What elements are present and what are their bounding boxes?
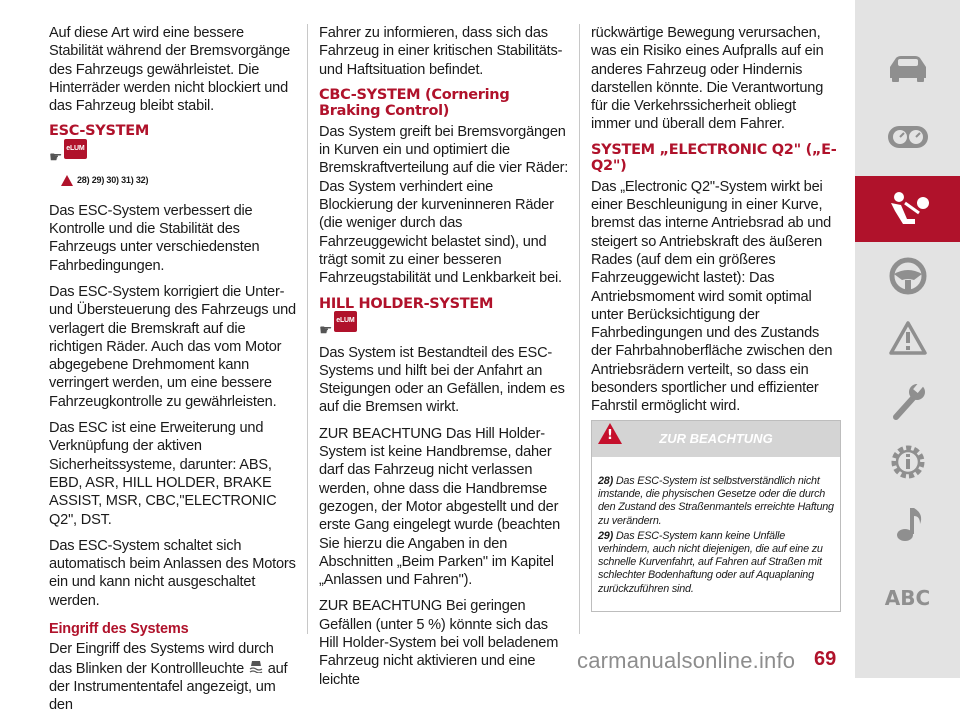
warning-box-title: ZUR BEACHTUNG: [659, 431, 773, 446]
page-number: 69: [814, 648, 837, 670]
column-divider: [579, 24, 580, 634]
paragraph-text: auf der Instrumententafel angezeigt, um den: [49, 660, 288, 714]
paragraph: rückwärtige Bewegung verursachen, was ein Risiko eines Aufpralls auf ein anderes Fahrzeug oder Hindernis darstellen könnte. Die Verantwortung für die Verkehrssicherheit obliegt immer und überall dem Fahrer.: [591, 25, 824, 133]
gear-info-icon: [888, 442, 928, 482]
elum-reference: [319, 316, 569, 338]
sidebar-item-index[interactable]: [855, 568, 960, 628]
paragraph: [49, 640, 297, 714]
paragraph: ZUR BEACHTUNG Das Hill Holder-System ist keine Handbremse, daher darf das Fahrzeug nicht verlassen werden, ohne dass die Handbremse gezogen, der Motor abgestellt und der erste Gang eingelegt wurde (beachten Sie hierzu die Angaben in den Abschnitten „Beim Parken" im Kapitel „Anlassen und Fahren").: [319, 425, 561, 589]
warning-item: [598, 530, 834, 596]
warning-box-header: [592, 421, 840, 457]
section-heading-electronic-q2: SYSTEM „ELECTRONIC Q2" („E-Q2"): [591, 141, 837, 174]
sidebar-item-emergency[interactable]: [855, 308, 960, 368]
sidebar-item-multimedia[interactable]: [855, 494, 960, 554]
warning-triangle-icon: [61, 175, 73, 186]
warning-box-body: [592, 457, 840, 596]
section-heading-cbc: CBC-SYSTEM (Cornering Braking Control): [319, 86, 510, 119]
paragraph: Das System ist Bestandteil des ESC-Systems und hilft bei der Anfahrt an Steigungen oder an Gefällen, indem es auf die Bremsen wirkt.: [319, 344, 565, 416]
pointing-hand-icon: ☛: [319, 321, 333, 339]
warning-text: Das ESC-System kann keine Unfälle verhindern, auch nicht diejenigen, die auf eine zu schnelle Kurvenfahrt, auf Fahren auf Straßen mit schlechter Bodenhaftung oder auf Aquaplaning zurückzuführen sind.: [598, 529, 823, 595]
column-1: [49, 24, 297, 723]
sidebar-item-safety[interactable]: [855, 176, 960, 242]
paragraph-text: Der Eingriff des Systems wird durch das Blinken der Kontrollleuchte: [49, 641, 274, 677]
esc-warning-light-icon: [248, 659, 264, 678]
pointing-hand-icon: ☛: [49, 149, 63, 167]
sidebar-item-maintenance[interactable]: [855, 371, 960, 431]
warning-number: 28): [598, 475, 614, 487]
steering-wheel-icon: [888, 256, 928, 296]
car-icon: [886, 53, 930, 83]
section-heading-esc: ESC-SYSTEM: [49, 123, 149, 140]
paragraph: Das ESC-System korrigiert die Unter- und Übersteuerung des Fahrzeugs und verlagert die Bremskraft auf die richtigen Räder. Auch das vom Motor abgegebene Drehmoment kann verringert werden, um eine bessere Fahrzeugkontrolle zu gewährleisten.: [49, 283, 296, 410]
column-2: [319, 24, 569, 697]
paragraph: Das System greift bei Bremsvorgängen in Kurven ein und optimiert die Bremskraftverteilung auf die vier Räder: Das System verhindert eine Blockierung der kurveninneren Räder (die weniger durch das Fahrzeuggewicht belastet sind), und trägt somit zu einer besseren Fahrzeugstabilität und Lenkbarkeit bei.: [319, 123, 569, 287]
wrench-icon: [888, 381, 928, 421]
warning-refs-text: 28) 29) 30) 31) 32): [77, 175, 149, 186]
music-note-icon: [890, 504, 926, 544]
warning-number: 29): [598, 529, 614, 542]
paragraph: ZUR BEACHTUNG Bei geringen Gefällen (unter 5 %) könnte sich das Hill Holder-System bei voll beladenem Fahrzeug nicht aktivieren und eine leichte: [319, 598, 559, 688]
sidebar-item-instruments[interactable]: [855, 107, 960, 167]
sidebar-item-technical-data[interactable]: [855, 432, 960, 492]
warning-references: [61, 171, 297, 189]
paragraph: Das ESC-System schaltet sich automatisch beim Anlassen des Motors ein und kann nicht ausgeschaltet werden.: [49, 537, 296, 609]
paragraph: Das ESC ist eine Erweiterung und Verknüpfung der aktiven Sicherheitssysteme, darunter: ABS, EBD, ASR, HILL HOLDER, BRAKE ASSIST, MSR, CBC,"ELECTRONIC Q2", DST.: [49, 420, 277, 528]
column-divider: [307, 24, 308, 634]
airbag-safety-icon: [885, 189, 931, 229]
chapter-sidebar: [855, 0, 960, 678]
sidebar-item-starting-driving[interactable]: [855, 246, 960, 306]
subheading-eingriff: Eingriff des Systems: [49, 621, 189, 638]
elum-badge: eLUM: [64, 139, 86, 159]
warning-box: [591, 420, 841, 612]
warning-triangle-icon: [888, 320, 928, 356]
warning-text: Das ESC-System ist selbstverständlich nicht imstande, die physischen Gesetze oder die durch den Zustand des Straßenmantels erreichte Haftung zu verändern.: [598, 475, 834, 527]
elum-badge: eLUM: [334, 311, 356, 331]
elum-reference: [49, 143, 297, 165]
watermark: carmanualsonline.info: [577, 648, 796, 673]
section-heading-hill-holder: HILL HOLDER-SYSTEM: [319, 295, 494, 312]
column-3: [591, 24, 839, 424]
index-label: ABC: [884, 586, 931, 610]
paragraph: Fahrer zu informieren, dass sich das Fahrzeug in einer kritischen Stabilitäts- und Haftsituation befindet.: [319, 25, 563, 78]
paragraph: Auf diese Art wird eine bessere Stabilität während der Bremsvorgänge des Fahrzeugs gewährleistet. Die Hinterräder werden nicht blockiert und das Fahrzeug bleibt stabil.: [49, 25, 291, 115]
warning-item: [598, 475, 834, 528]
instrument-panel-icon: [886, 122, 930, 152]
sidebar-item-car[interactable]: [855, 38, 960, 98]
paragraph: Das „Electronic Q2"-System wirkt bei einer Beschleunigung in einer Kurve, bremst das interne Antriebsrad ab und steigert so Antriebskraft des äußeren Rades (auf dem ein größeres Fahrzeuggewicht lastet): Das Antriebsmoment wird somit optimal unter Berücksichtigung der Fahrbedingungen und des Zustands der Fahrbahnoberfläche zwischen den Antriebsrädern verteilt, so dass ein besonders sportlicher und effizienter Fahrstil ermöglicht wird.: [591, 178, 833, 415]
paragraph: Das ESC-System verbessert die Kontrolle und die Stabilität des Fahrzeugs unter verschiedensten Fahrbedingungen.: [49, 202, 260, 274]
